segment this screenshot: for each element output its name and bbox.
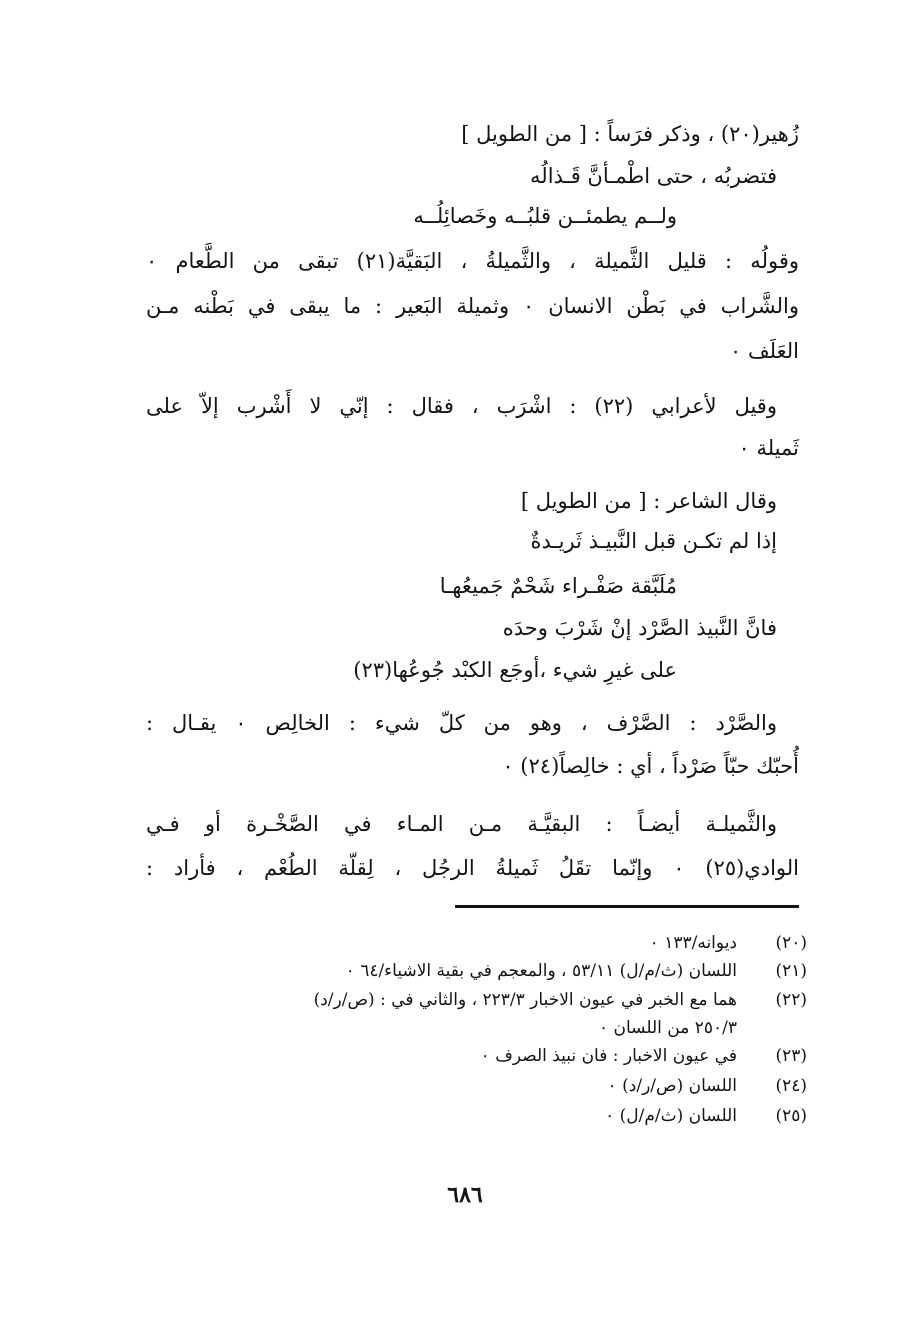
footnote-text: اللسان (ث/م/ل) ٠ <box>605 1106 737 1126</box>
text-line: الوادي(٢٥) ٠ وإنّما تقَلُ ثَميلةُ الرجُل ، لِقلّة الطُعْم ، فأراد : <box>146 856 800 880</box>
footnote-text: اللسان (ص/ر/د) ٠ <box>607 1076 737 1096</box>
footnote-text: اللسان (ث/م/ل) ٥٣/١١ ، والمعجم في بقية الاشياء/٦٤ ٠ <box>345 961 737 981</box>
text-line: والصَّرْد : الصَّرْف ، وهو من كلّ شيء : الخالِص ٠ يقـال : <box>146 711 777 735</box>
verse-line: مُلَبَّقة صَفْـراء شَحْمٌ جَميعُهـا <box>439 574 677 598</box>
verse-line: فانَّ النَّبيذ الصَّرْد إنْ شَرْبَ وحدَه <box>502 616 777 640</box>
verse-line: ولــم يطمئــن قلبُــه وخَصائِلُــه <box>413 204 677 228</box>
footnote-separator <box>455 905 799 908</box>
footnote-text: في عيون الاخبار : فان نبيذ الصرف ٠ <box>480 1046 737 1066</box>
text-line: ثَميلة ٠ <box>738 436 799 460</box>
text-line: والثَّميلـة أيضـاً : البقيَّـة مـن المـاء في الصَّخْـرة أو فـي <box>146 812 777 836</box>
text-line: أُحبّك حبّاً صَرْداً ، أي : خالِصاً(٢٤) ٠ <box>502 754 799 778</box>
text-line: وقولُه : قليل الثَّميلة ، والثَّميلةُ ، البَقيَّة(٢١) تبقى من الطَّعام ٠ <box>146 249 799 273</box>
text-line: زُهير(٢٠) ، وذكر فرَساً : [ من الطويل ] <box>461 122 799 146</box>
footnote-number: (٢٣) <box>775 1046 807 1066</box>
verse-line: فتضربُه ، حتى اطْمـأنَّ قَـذالُه <box>530 164 777 188</box>
footnote-number: (٢٤) <box>775 1076 807 1096</box>
footnote-number: (٢٥) <box>775 1106 807 1126</box>
text-line: وقال الشاعر : [ من الطويل ] <box>520 489 777 513</box>
footnote-text: ديوانه/١٣٣ ٠ <box>649 933 737 953</box>
footnote-number: (٢٢) <box>775 990 807 1010</box>
verse-line: إذا لم تكـن قبل النَّبيـذ ثَريـدةٌ <box>530 529 777 553</box>
text-line: العَلَف ٠ <box>729 339 799 363</box>
footnote-text: هما مع الخبر في عيون الاخبار ٢٢٣/٣ ، والثاني في : (ص/ر/د) <box>313 990 737 1010</box>
footnote-text: ٢٥٠/٣ من اللسان ٠ <box>598 1018 737 1038</box>
footnote-number: (٢١) <box>775 961 807 981</box>
text-line: وقيل لأعرابي (٢٢) : اشْرَب ، فقال : إنّي لا أَشْرب إلاّ على <box>146 394 777 418</box>
text-line: والشَّراب في بَطْن الانسان ٠ وثميلة البَعير : ما يبقى في بَطْنه مـن <box>146 294 799 318</box>
page-number: ٦٨٦ <box>447 1182 483 1208</box>
verse-line: على غيرِ شيء ،أوجَع الكبْد جُوعُها(٢٣) <box>353 658 677 682</box>
footnote-number: (٢٠) <box>775 933 807 953</box>
